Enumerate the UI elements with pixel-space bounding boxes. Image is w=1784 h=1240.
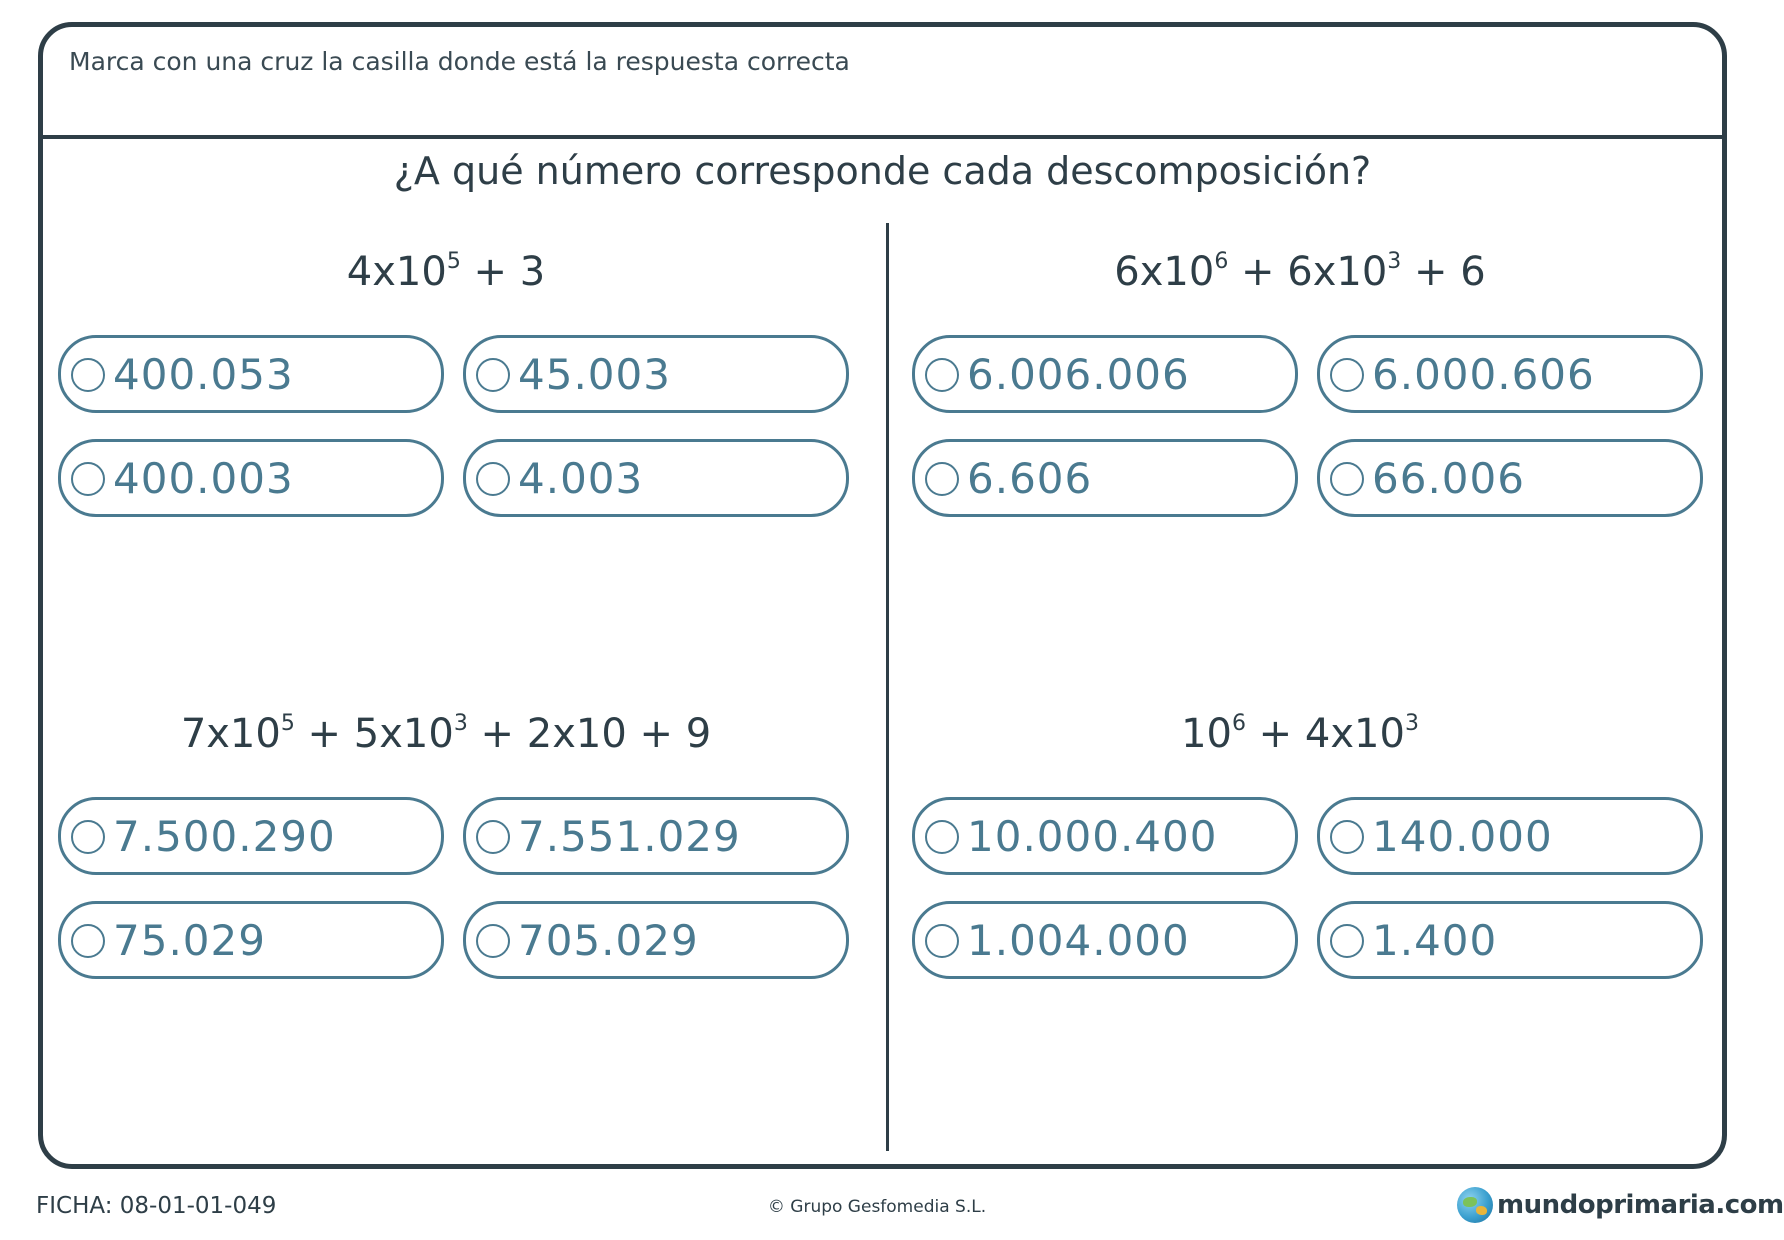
radio-circle-icon[interactable] [1330,924,1364,958]
expression-exponent: 3 [1387,248,1402,274]
exercise-3 [51,685,841,1005]
option-label: 7.551.029 [518,812,741,861]
expression-exponent: 3 [1404,710,1419,736]
expression [905,711,1695,757]
copyright-text: © Grupo Gesfomedia S.L. [767,1197,987,1217]
option-label: 400.003 [113,454,294,503]
expression-term: 7x10 [180,711,281,757]
radio-circle-icon[interactable] [925,358,959,392]
answer-option[interactable] [912,901,1298,979]
answer-option[interactable] [1317,901,1703,979]
expression-exponent: 5 [446,248,461,274]
radio-circle-icon[interactable] [71,462,105,496]
exercise-1 [51,223,841,543]
option-label: 400.053 [113,350,294,399]
option-label: 4.003 [518,454,644,503]
answer-option[interactable] [463,335,849,413]
answer-option[interactable] [463,797,849,875]
expression-term: + 3 [460,249,546,295]
expression-term: 10 [1181,711,1232,757]
instruction-band [43,27,1722,139]
option-label: 6.606 [967,454,1093,503]
option-label: 705.029 [518,916,699,965]
brand-name: mundoprimaria.com [1497,1190,1784,1220]
expression [51,711,841,757]
answer-option[interactable] [1317,439,1703,517]
expression-exponent: 6 [1214,248,1229,274]
radio-circle-icon[interactable] [925,924,959,958]
answer-option[interactable] [912,335,1298,413]
exercise-2 [905,223,1695,543]
radio-circle-icon[interactable] [925,462,959,496]
option-label: 6.000.606 [1372,350,1595,399]
expression-term: + 6x10 [1228,249,1388,295]
worksheet-code: FICHA: 08-01-01-049 [36,1193,277,1219]
option-label: 10.000.400 [967,812,1218,861]
radio-circle-icon[interactable] [71,820,105,854]
option-label: 140.000 [1372,812,1553,861]
answer-option[interactable] [58,901,444,979]
expression-term: 6x10 [1114,249,1215,295]
option-label: 6.006.006 [967,350,1190,399]
answer-option[interactable] [912,797,1298,875]
instruction-text: Marca con una cruz la casilla donde está la respuesta correcta [69,47,850,76]
column-divider [886,223,889,1151]
expression-term: + 4x10 [1245,711,1405,757]
answer-option[interactable] [912,439,1298,517]
option-label: 1.004.000 [967,916,1190,965]
answer-option[interactable] [463,901,849,979]
expression [51,249,841,295]
globe-icon [1457,1187,1493,1223]
answer-option[interactable] [463,439,849,517]
radio-circle-icon[interactable] [1330,462,1364,496]
option-label: 66.006 [1372,454,1525,503]
question-title: ¿A qué número corresponde cada descomposición? [393,149,1372,193]
radio-circle-icon[interactable] [476,358,510,392]
expression-exponent: 5 [280,710,295,736]
worksheet-frame [38,22,1727,1169]
answer-option[interactable] [58,439,444,517]
radio-circle-icon[interactable] [1330,820,1364,854]
answer-option[interactable] [58,335,444,413]
expression [905,249,1695,295]
radio-circle-icon[interactable] [476,462,510,496]
answer-option[interactable] [1317,797,1703,875]
answer-option[interactable] [58,797,444,875]
radio-circle-icon[interactable] [476,924,510,958]
expression-term: + 6 [1401,249,1486,295]
option-label: 1.400 [1372,916,1498,965]
expression-exponent: 3 [453,710,468,736]
radio-circle-icon[interactable] [925,820,959,854]
expression-term: 4x10 [346,249,447,295]
answer-option[interactable] [1317,335,1703,413]
expression-term: + 2x10 + 9 [467,711,712,757]
radio-circle-icon[interactable] [71,358,105,392]
option-label: 75.029 [113,916,266,965]
radio-circle-icon[interactable] [71,924,105,958]
expression-term: + 5x10 [294,711,454,757]
brand-logo[interactable] [1457,1185,1784,1225]
radio-circle-icon[interactable] [476,820,510,854]
option-label: 45.003 [518,350,671,399]
exercise-4 [905,685,1695,1005]
expression-exponent: 6 [1231,710,1246,736]
option-label: 7.500.290 [113,812,336,861]
radio-circle-icon[interactable] [1330,358,1364,392]
